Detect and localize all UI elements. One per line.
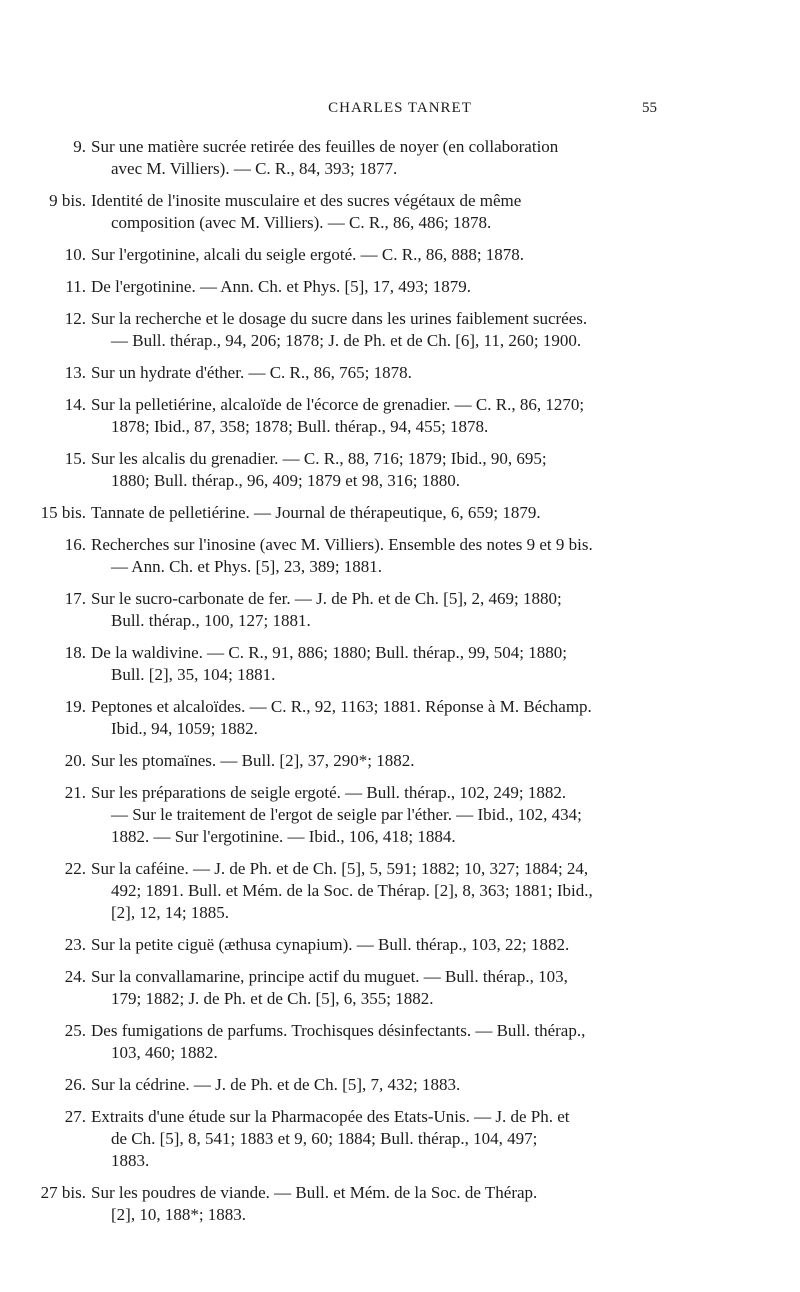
bibliography-entry <box>0 696 800 740</box>
bibliography-entry <box>0 750 800 772</box>
entry-line: 1882. — Sur l'ergotinine. — Ibid., 106, 418; 1884. <box>111 827 456 846</box>
bibliography-entry <box>0 308 800 352</box>
entry-line: Des fumigations de parfums. Trochisques désinfectants. — Bull. thérap., <box>91 1021 586 1040</box>
entry-number: 14. <box>64 395 86 414</box>
entry-number: 17. <box>64 589 86 608</box>
page-header <box>0 98 800 122</box>
bibliography-entry <box>0 362 800 384</box>
entry-number: 9 bis. <box>49 191 86 210</box>
entry-text <box>91 588 675 632</box>
bibliography-entry <box>0 782 800 848</box>
entry-line: Bull. thérap., 100, 127; 1881. <box>111 611 311 630</box>
entry-line: — Ann. Ch. et Phys. [5], 23, 389; 1881. <box>111 557 383 576</box>
entry-number: 19. <box>64 697 86 716</box>
entry-text <box>91 308 675 352</box>
entry-text <box>91 394 675 438</box>
bibliography-entry <box>0 534 800 578</box>
entry-text <box>91 190 675 234</box>
entry-line: De la waldivine. — C. R., 91, 886; 1880; Bull. thérap., 99, 504; 1880; <box>91 643 567 662</box>
bibliography-entry <box>0 1020 800 1064</box>
bibliography-entry <box>0 858 800 924</box>
bibliography-entry <box>0 642 800 686</box>
running-head: CHARLES TANRET <box>328 100 472 116</box>
entry-line: 103, 460; 1882. <box>111 1043 218 1062</box>
bibliography-entry <box>0 190 800 234</box>
entry-text <box>91 966 675 1010</box>
bibliography-entry <box>0 934 800 956</box>
entry-number: 15. <box>64 449 86 468</box>
entry-line: Sur les ptomaïnes. — Bull. [2], 37, 290*; 1882. <box>91 751 415 770</box>
entry-line: Sur une matière sucrée retirée des feuilles de noyer (en collaboration <box>91 137 559 156</box>
entry-number: 23. <box>64 935 86 954</box>
entry-number: 18. <box>64 643 86 662</box>
entry-number: 10. <box>64 245 86 264</box>
entry-text <box>91 858 675 924</box>
entry-text <box>91 934 675 956</box>
bibliography-entry <box>0 1074 800 1096</box>
entry-text <box>91 1074 675 1096</box>
entry-line: 179; 1882; J. de Ph. et de Ch. [5], 6, 355; 1882. <box>111 989 434 1008</box>
entry-number: 24. <box>64 967 86 986</box>
entry-line: Sur la cédrine. — J. de Ph. et de Ch. [5], 7, 432; 1883. <box>91 1075 461 1094</box>
bibliography-entry <box>0 276 800 298</box>
entry-line: 1880; Bull. thérap., 96, 409; 1879 et 98, 316; 1880. <box>111 471 460 490</box>
entry-line: Sur la petite ciguë (æthusa cynapium). — Bull. thérap., 103, 22; 1882. <box>91 935 570 954</box>
entry-number: 25. <box>64 1021 86 1040</box>
entry-line: Sur les poudres de viande. — Bull. et Mém. de la Soc. de Thérap. <box>91 1183 538 1202</box>
entry-text <box>91 1020 675 1064</box>
entry-line: de Ch. [5], 8, 541; 1883 et 9, 60; 1884; Bull. thérap., 104, 497; <box>111 1129 538 1148</box>
entry-line: 1883. <box>111 1151 150 1170</box>
bibliography-entry <box>0 1182 800 1226</box>
bibliography-entry <box>0 966 800 1010</box>
entry-line: Extraits d'une étude sur la Pharmacopée des Etats-Unis. — J. de Ph. et <box>91 1107 570 1126</box>
entry-text <box>91 1182 675 1226</box>
entry-line: Sur l'ergotinine, alcali du seigle ergoté. — C. R., 86, 888; 1878. <box>91 245 525 264</box>
entry-text <box>91 448 675 492</box>
entry-line: Peptones et alcaloïdes. — C. R., 92, 1163; 1881. Réponse à M. Béchamp. <box>91 697 592 716</box>
entry-text <box>91 136 675 180</box>
page-number: 55 <box>642 100 657 116</box>
entry-line: Ibid., 94, 1059; 1882. <box>111 719 258 738</box>
entry-number: 27. <box>64 1107 86 1126</box>
entry-text <box>91 750 675 772</box>
entry-text <box>91 534 675 578</box>
entry-line: Sur les alcalis du grenadier. — C. R., 88, 716; 1879; Ibid., 90, 695; <box>91 449 547 468</box>
entry-line: Tannate de pelletiérine. — Journal de thérapeutique, 6, 659; 1879. <box>91 503 541 522</box>
entry-line: Sur le sucro-carbonate de fer. — J. de Ph. et de Ch. [5], 2, 469; 1880; <box>91 589 562 608</box>
entry-line: avec M. Villiers). — C. R., 84, 393; 1877. <box>111 159 398 178</box>
entry-number: 21. <box>64 783 86 802</box>
bibliography-entry <box>0 394 800 438</box>
entry-line: Bull. [2], 35, 104; 1881. <box>111 665 276 684</box>
entry-number: 16. <box>64 535 86 554</box>
entry-text <box>91 244 675 266</box>
entry-line: [2], 12, 14; 1885. <box>111 903 230 922</box>
entry-line: Sur les préparations de seigle ergoté. — Bull. thérap., 102, 249; 1882. <box>91 783 567 802</box>
entry-line: 1878; Ibid., 87, 358; 1878; Bull. thérap., 94, 455; 1878. <box>111 417 489 436</box>
bibliography-list <box>0 136 800 1236</box>
entry-text <box>91 782 675 848</box>
entry-text <box>91 696 675 740</box>
entry-number: 20. <box>64 751 86 770</box>
entry-line: Sur la convallamarine, principe actif du muguet. — Bull. thérap., 103, <box>91 967 568 986</box>
bibliography-entry <box>0 244 800 266</box>
entry-line: — Bull. thérap., 94, 206; 1878; J. de Ph. et de Ch. [6], 11, 260; 1900. <box>111 331 582 350</box>
entry-line: Recherches sur l'inosine (avec M. Villiers). Ensemble des notes 9 et 9 bis. <box>91 535 593 554</box>
bibliography-entry <box>0 136 800 180</box>
entry-number: 15 bis. <box>40 503 86 522</box>
entry-text <box>91 276 675 298</box>
entry-line: Sur la pelletiérine, alcaloïde de l'écorce de grenadier. — C. R., 86, 1270; <box>91 395 585 414</box>
entry-text <box>91 1106 675 1172</box>
entry-number: 27 bis. <box>40 1183 86 1202</box>
entry-line: composition (avec M. Villiers). — C. R., 86, 486; 1878. <box>111 213 492 232</box>
bibliography-entry <box>0 1106 800 1172</box>
entry-line: — Sur le traitement de l'ergot de seigle par l'éther. — Ibid., 102, 434; <box>111 805 582 824</box>
entry-number: 9. <box>73 137 86 156</box>
entry-line: Sur la caféine. — J. de Ph. et de Ch. [5], 5, 591; 1882; 10, 327; 1884; 24, <box>91 859 589 878</box>
bibliography-entry <box>0 448 800 492</box>
entry-number: 11. <box>65 277 86 296</box>
entry-number: 22. <box>64 859 86 878</box>
entry-line: Sur un hydrate d'éther. — C. R., 86, 765; 1878. <box>91 363 412 382</box>
entry-line: Sur la recherche et le dosage du sucre dans les urines faiblement sucrées. <box>91 309 588 328</box>
entry-text <box>91 502 675 524</box>
bibliography-entry <box>0 502 800 524</box>
bibliography-entry <box>0 588 800 632</box>
entry-line: Identité de l'inosite musculaire et des sucres végétaux de même <box>91 191 522 210</box>
entry-line: 492; 1891. Bull. et Mém. de la Soc. de Thérap. [2], 8, 363; 1881; Ibid., <box>111 881 593 900</box>
entry-line: [2], 10, 188*; 1883. <box>111 1205 247 1224</box>
entry-text <box>91 362 675 384</box>
entry-number: 26. <box>64 1075 86 1094</box>
entry-number: 13. <box>64 363 86 382</box>
entry-number: 12. <box>64 309 86 328</box>
entry-line: De l'ergotinine. — Ann. Ch. et Phys. [5], 17, 493; 1879. <box>91 277 472 296</box>
entry-text <box>91 642 675 686</box>
